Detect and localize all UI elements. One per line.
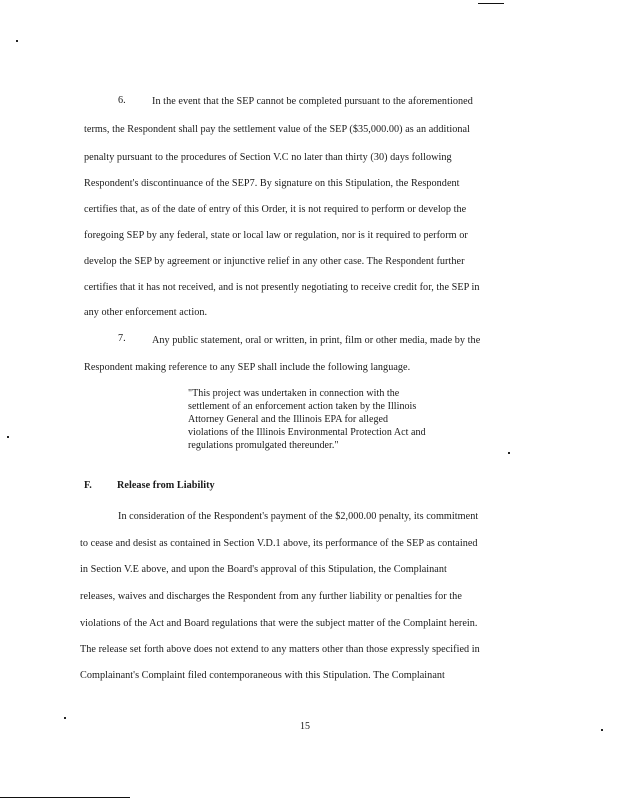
paragraph-line: foregoing SEP by any federal, state or local law or regulation, nor is it required to perform or (84, 230, 468, 241)
scan-speck (16, 40, 18, 42)
scan-speck (508, 452, 510, 454)
paragraph-number: 7. (118, 333, 126, 344)
paragraph-line: Respondent's discontinuance of the SEP7. By signature on this Stipulation, the Respondent (84, 178, 460, 189)
quote-line: Attorney General and the Illinois EPA for alleged (188, 414, 389, 425)
scan-edge-line (0, 797, 130, 798)
quote-line: settlement of an enforcement action taken by the Illinois (188, 401, 417, 412)
scan-edge-line (478, 3, 504, 4)
paragraph-line: Complainant's Complaint filed contemporaneous with this Stipulation. The Complainant (80, 670, 445, 681)
paragraph-line: In the event that the SEP cannot be completed pursuant to the aforementioned (152, 96, 473, 107)
scan-speck (64, 717, 66, 719)
paragraph-line: violations of the Act and Board regulations that were the subject matter of the Complaint herein. (80, 618, 478, 629)
paragraph-line: The release set forth above does not extend to any matters other than those expressly specified in (80, 644, 480, 655)
scan-speck (601, 729, 603, 731)
paragraph-line: In consideration of the Respondent's payment of the $2,000.00 penalty, its commitment (118, 511, 479, 522)
paragraph-line: certifies that it has not received, and is not presently negotiating to receive credit for, the SEP in (84, 282, 480, 293)
paragraph-line: certifies that, as of the date of entry of this Order, it is not required to perform or develop the (84, 204, 467, 215)
paragraph-line: penalty pursuant to the procedures of Section V.C no later than thirty (30) days following (84, 152, 452, 163)
quote-line: regulations promulgated thereunder." (188, 440, 339, 451)
paragraph-line: releases, waives and discharges the Respondent from any further liability or penalties for the (80, 591, 462, 602)
quote-line: violations of the Illinois Environmental Protection Act and (188, 427, 426, 438)
paragraph-line: in Section V.E above, and upon the Board's approval of this Stipulation, the Complainant (80, 564, 447, 575)
paragraph-line: terms, the Respondent shall pay the settlement value of the SEP ($35,000.00) as an additional (84, 124, 470, 135)
section-title: Release from Liability (117, 480, 215, 491)
section-letter: F. (84, 480, 92, 491)
paragraph-line: Any public statement, oral or written, in print, film or other media, made by the (152, 335, 481, 346)
scan-speck (7, 436, 9, 438)
paragraph-line: to cease and desist as contained in Section V.D.1 above, its performance of the SEP as contained (80, 538, 478, 549)
quote-line: "This project was undertaken in connection with the (188, 388, 400, 399)
paragraph-line: Respondent making reference to any SEP shall include the following language. (84, 362, 411, 373)
paragraph-number: 6. (118, 95, 126, 106)
page-number: 15 (300, 721, 310, 732)
paragraph-line: any other enforcement action. (84, 307, 208, 318)
paragraph-line: develop the SEP by agreement or injunctive relief in any other case. The Respondent further (84, 256, 465, 267)
